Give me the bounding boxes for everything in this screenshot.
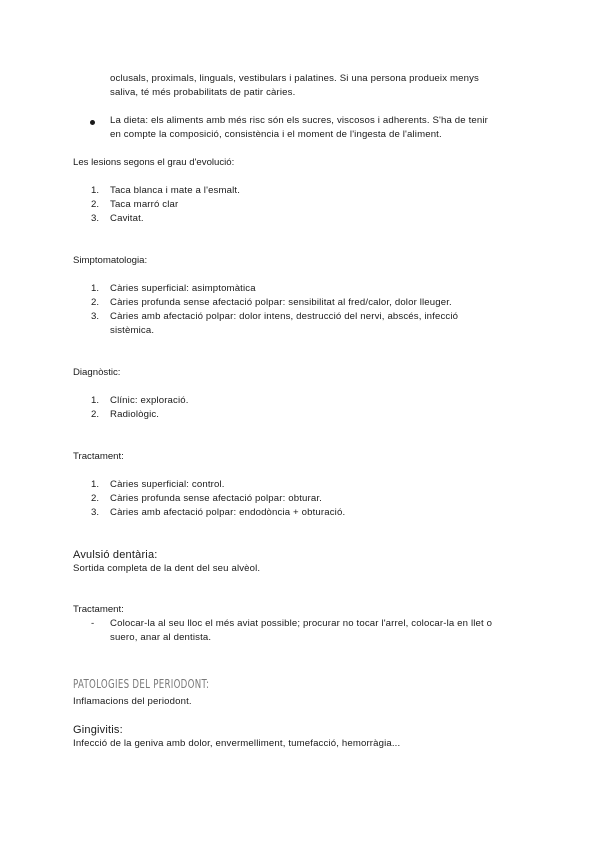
symptoms-heading: Simptomatologia: [73, 255, 148, 266]
symptom-item-continuation: sistèmica. [110, 325, 155, 336]
list-number: 3. [91, 213, 100, 224]
gingivitis-heading: Gingivitis: [73, 724, 123, 736]
bullet-dot [90, 120, 95, 125]
treatment-heading: Tractament: [73, 451, 124, 462]
list-number: 3. [91, 311, 100, 322]
treatment-item: Càries amb afectació polpar: endodòncia + obturació. [110, 507, 346, 518]
list-number: 1. [91, 185, 100, 196]
treatment-line-2: suero, anar al dentista. [110, 632, 212, 643]
symptom-item: Càries amb afectació polpar: dolor intens, destrucció del nervi, abscés, infecció [110, 311, 459, 322]
periodont-heading: PATOLOGIES DEL PERIODONT: [73, 677, 210, 691]
continuation-line-2: saliva, té més probabilitats de patir càries. [110, 87, 296, 98]
lesion-item: Cavitat. [110, 213, 144, 224]
list-number: 2. [91, 297, 100, 308]
continuation-line-1: oclusals, proximals, linguals, vestibulars i palatines. Si una persona produeix menys [110, 73, 479, 84]
list-number: 1. [91, 283, 100, 294]
treatment-heading: Tractament: [73, 604, 124, 615]
list-number: 1. [91, 395, 100, 406]
list-number: 2. [91, 409, 100, 420]
diet-line-2: en compte la composició, consistència i el moment de l'ingesta de l'aliment. [110, 129, 442, 140]
periodont-text: Inflamacions del periodont. [73, 696, 192, 707]
symptom-item: Càries superficial: asimptomàtica [110, 283, 256, 294]
lesion-item: Taca marró clar [110, 199, 179, 210]
lesions-heading: Les lesions segons el grau d'evolució: [73, 157, 235, 168]
list-number: 2. [91, 199, 100, 210]
treatment-line-1: Colocar-la al seu lloc el més aviat possible; procurar no tocar l'arrel, colocar-la en llet o [110, 618, 493, 629]
avulsion-text: Sortida completa de la dent del seu alvèol. [73, 563, 261, 574]
diet-line-1: La dieta: els aliments amb més risc són els sucres, viscosos i adherents. S'ha de tenir [110, 115, 489, 126]
avulsion-heading: Avulsió dentària: [73, 549, 158, 561]
list-number: 2. [91, 493, 100, 504]
treatment-item: Càries profunda sense afectació polpar: obturar. [110, 493, 322, 504]
list-number: 1. [91, 479, 100, 490]
lesion-item: Taca blanca i mate a l'esmalt. [110, 185, 241, 196]
diagnosis-item: Radiològic. [110, 409, 160, 420]
treatment-item: Càries superficial: control. [110, 479, 225, 490]
diagnosis-item: Clínic: exploració. [110, 395, 189, 406]
dash-marker: - [91, 618, 95, 629]
symptom-item: Càries profunda sense afectació polpar: sensibilitat al fred/calor, dolor lleuger. [110, 297, 452, 308]
gingivitis-text: Infecció de la geniva amb dolor, envermelliment, tumefacció, hemorràgia... [73, 738, 401, 749]
list-number: 3. [91, 507, 100, 518]
diagnosis-heading: Diagnòstic: [73, 367, 121, 378]
